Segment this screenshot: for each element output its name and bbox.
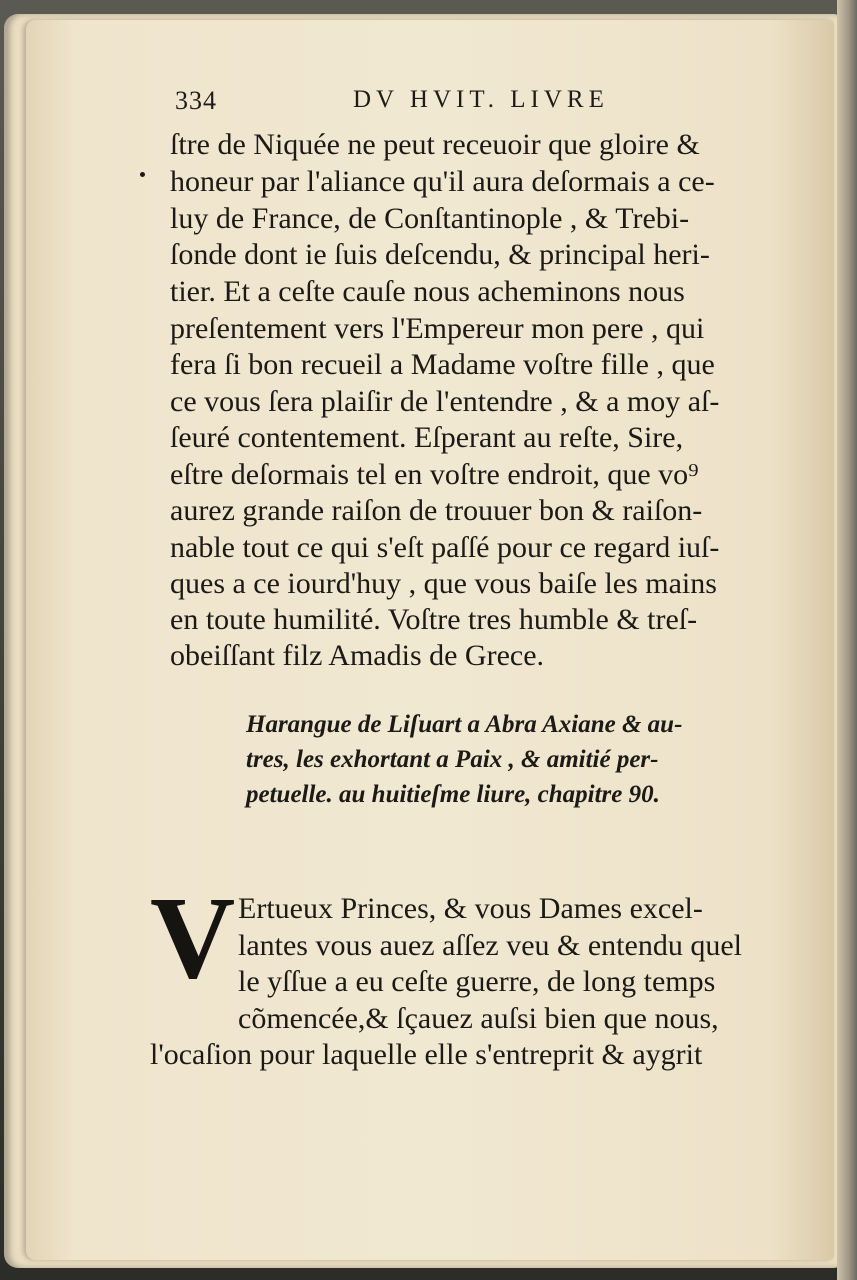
text-line: honeur par l'aliance qu'il aura deſormais a ce- [170, 165, 715, 198]
text-line: ques a ce iourd'huy , que vous baiſe les mains [170, 567, 717, 600]
text-line: ſeuré contentement. Eſperant au reſte, Sire, [170, 421, 684, 454]
heading-line: petuelle. au huitieſme liure, chapitre 90. [246, 781, 660, 808]
running-head [175, 86, 655, 126]
facing-page-edge [837, 0, 857, 1280]
text-line: preſentement vers l'Empereur mon pere , qui [170, 312, 705, 345]
text-line: aurez grande raiſon de trouuer bon & raiſon- [170, 494, 703, 527]
heading-line: tres, les exhortant a Paix , & amitié per- [246, 746, 659, 773]
text-line: en toute humilité. Voſtre tres humble & treſ- [170, 603, 698, 636]
text-line: le yſſue a eu ceſte guerre, de long temps [238, 965, 716, 998]
page-number: 334 [175, 86, 217, 115]
text-line: obeiſſant filz Amadis de Grece. [170, 639, 545, 672]
text-line: lantes vous auez aſſez veu & entendu quel [238, 929, 742, 962]
text-line: luy de France, de Conſtantinople , & Trebi- [170, 202, 690, 235]
running-title: DV HVIT. LIVRE [353, 86, 609, 113]
text-line: ce vous ſera plaiſir de l'entendre , & a moy aſ- [170, 385, 720, 418]
text-line: cõmencée,& ſçauez auſsi bien que nous, [238, 1002, 719, 1035]
text-line: ſtre de Niquée ne peut receuoir que gloire & [170, 128, 700, 161]
heading-line: Harangue de Liſuart a Abra Axiane & au- [246, 711, 683, 738]
text-line: l'ocaſion pour laquelle elle s'entreprit & aygrit [150, 1038, 703, 1071]
text-line: tier. Et a ceſte cauſe nous acheminons nous [170, 275, 685, 308]
text-line: fera ſi bon recueil a Madame voſtre fille , que [170, 348, 715, 381]
margin-mark [140, 172, 145, 177]
text-line: nable tout ce qui s'eſt paſſé pour ce regard iuſ- [170, 531, 720, 564]
text-line: eſtre deſormais tel en voſtre endroit, que vo⁹ [170, 458, 699, 491]
text-line: Ertueux Princes, & vous Dames excel- [238, 892, 703, 925]
text-line: ſonde dont ie ſuis deſcendu, & principal heri- [170, 238, 710, 271]
drop-cap: V [150, 872, 236, 1003]
